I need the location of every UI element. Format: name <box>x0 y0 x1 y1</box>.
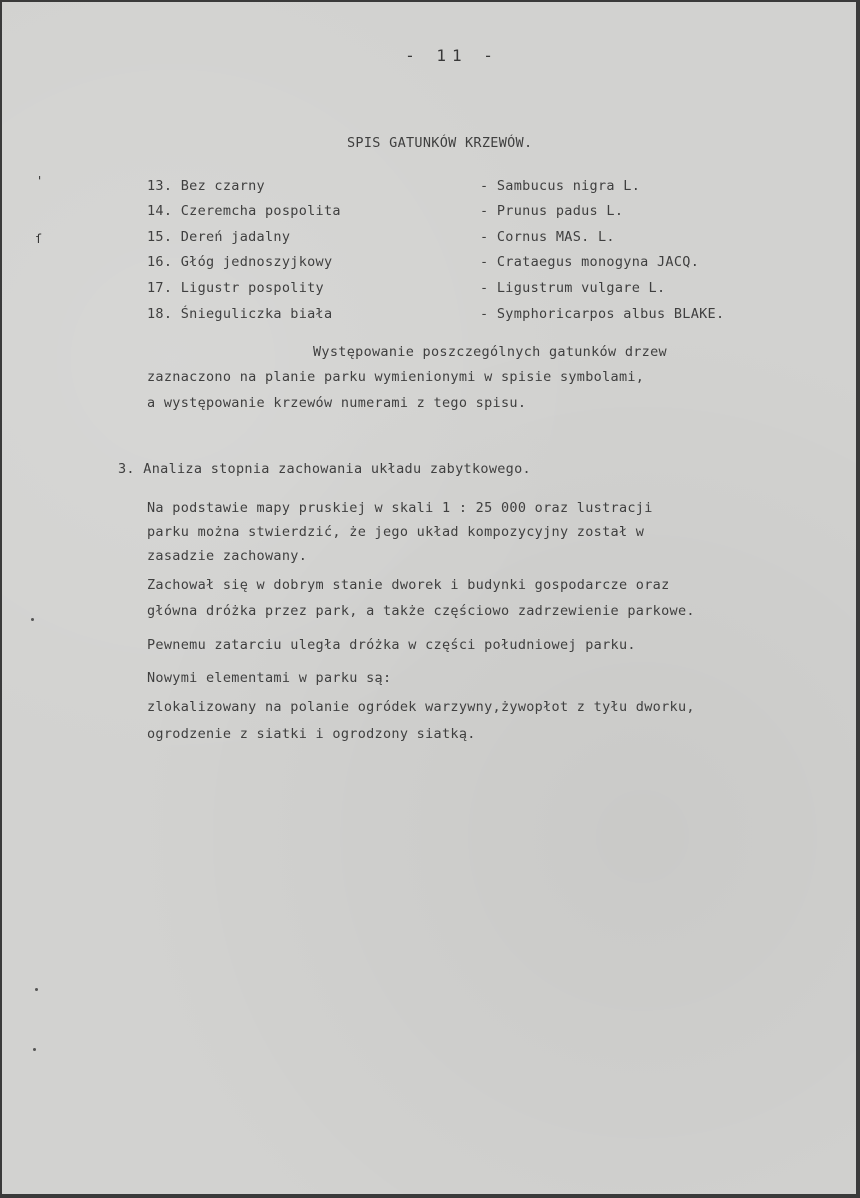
margin-mark: ſ <box>35 232 43 246</box>
body-line: ogrodzenie z siatki i ogrodzony siatką. <box>147 726 476 742</box>
note-line: zaznaczono na planie parku wymienionymi w spisie symbolami, <box>147 369 645 385</box>
shrub-polish-name: 15. Dereń jadalny <box>147 229 291 245</box>
document-page <box>2 2 856 1194</box>
body-line: parku można stwierdzić, że jego układ kompozycyjny został w <box>147 524 645 540</box>
body-line: Pewnemu zatarciu uległa dróżka w części południowej parku. <box>147 637 636 653</box>
shrub-list-heading: SPIS GATUNKÓW KRZEWÓW. <box>347 135 533 151</box>
section-title: 3. Analiza stopnia zachowania układu zabytkowego. <box>118 461 531 477</box>
note-line: Występowanie poszczególnych gatunków drzew <box>313 344 667 360</box>
shrub-polish-name: 13. Bez czarny <box>147 178 265 194</box>
shrub-latin-name: - Sambucus nigra L. <box>480 178 641 194</box>
note-line: a występowanie krzewów numerami z tego spisu. <box>147 395 527 411</box>
body-line: główna dróżka przez park, a także częściowo zadrzewienie parkowe. <box>147 603 695 619</box>
shrub-polish-name: 18. Śnieguliczka biała <box>147 306 333 322</box>
shrub-latin-name: - Crataegus monogyna JACQ. <box>480 254 700 270</box>
body-line: zasadzie zachowany. <box>147 548 308 564</box>
body-line: Na podstawie mapy pruskiej w skali 1 : 25 000 oraz lustracji <box>147 500 653 516</box>
body-line: zlokalizowany na polanie ogródek warzywny,żywopłot z tyłu dworku, <box>147 699 695 715</box>
shrub-polish-name: 16. Głóg jednoszyjkowy <box>147 254 333 270</box>
margin-dot <box>35 988 38 991</box>
margin-dot <box>33 1048 36 1051</box>
shrub-latin-name: - Symphoricarpos albus BLAKE. <box>480 306 725 322</box>
shrub-polish-name: 14. Czeremcha pospolita <box>147 203 341 219</box>
body-line: Nowymi elementami w parku są: <box>147 670 392 686</box>
shrub-polish-name: 17. Ligustr pospolity <box>147 280 324 296</box>
margin-mark: ' <box>36 174 44 188</box>
body-line: Zachował się w dobrym stanie dworek i budynki gospodarcze oraz <box>147 577 670 593</box>
margin-dot <box>31 618 34 621</box>
page-number: - 11 - <box>405 46 499 65</box>
shrub-latin-name: - Cornus MAS. L. <box>480 229 615 245</box>
shrub-latin-name: - Ligustrum vulgare L. <box>480 280 666 296</box>
shrub-latin-name: - Prunus padus L. <box>480 203 624 219</box>
